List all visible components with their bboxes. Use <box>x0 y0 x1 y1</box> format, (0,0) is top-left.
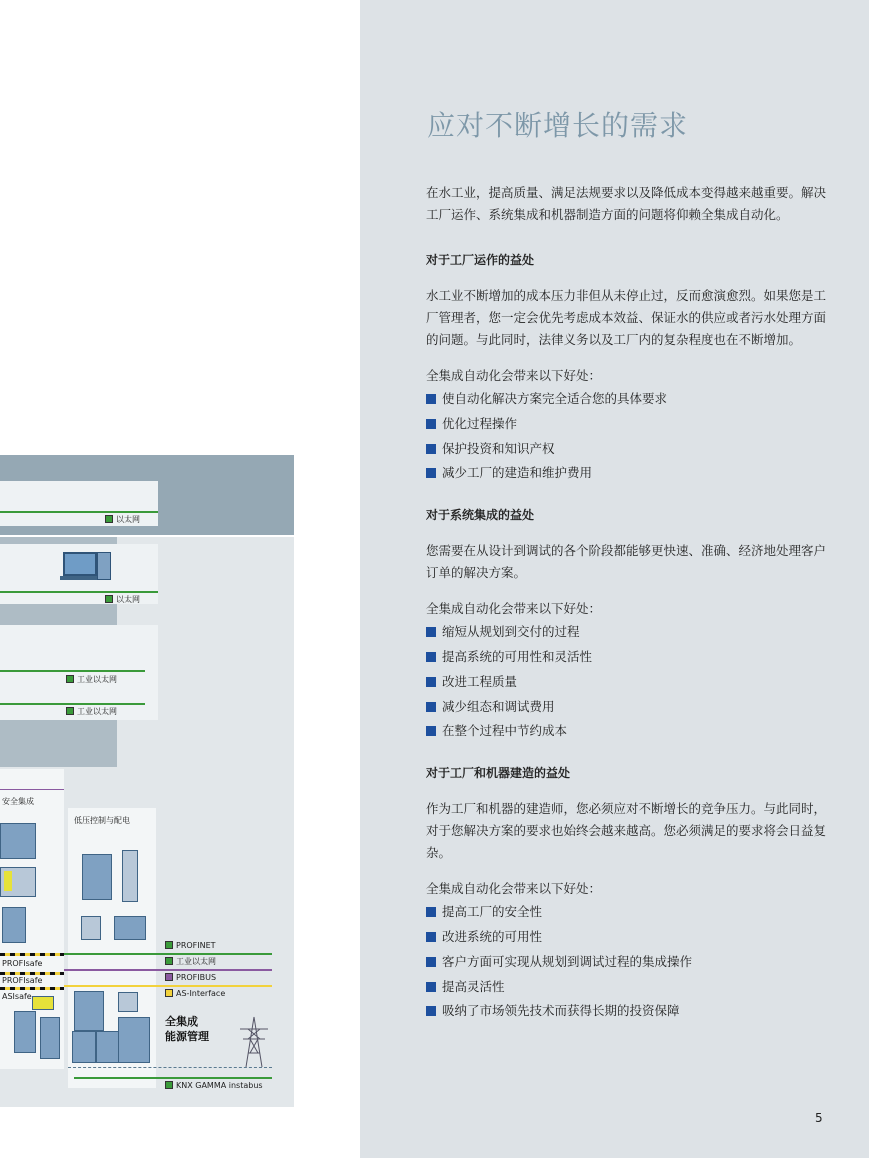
section-lead-system-integration: 全集成自动化会带来以下好处： <box>426 601 602 617</box>
contactor-icon <box>81 916 101 940</box>
workstation-icon <box>63 552 97 576</box>
soft-starter-icon <box>114 916 146 940</box>
list-item: 减少工厂的建造和维护费用 <box>426 461 826 486</box>
benefit-list-system-integration <box>426 620 826 744</box>
panel-icon <box>40 1017 60 1059</box>
meter-icon <box>118 992 138 1012</box>
section-body-system-integration: 您需要在从设计到调试的各个阶段都能够更快速、准确、经济地处理客户订单的解决方案。 <box>426 543 827 581</box>
section-heading-system-integration: 对于系统集成的益处 <box>426 508 535 523</box>
section-heading-plant-operation: 对于工厂运作的益处 <box>426 253 535 267</box>
profisafe-label-1: PROFIsafe <box>2 959 43 968</box>
energy-management-label: 全集成 能源管理 <box>165 1015 209 1043</box>
asisafe-label: ASIsafe <box>2 992 32 1001</box>
page-number: 5 <box>815 1111 823 1125</box>
industrial-ethernet-label-2: 工业以太网 <box>66 706 117 717</box>
text-column <box>426 182 826 1024</box>
ethernet-label-1: 以太网 <box>105 514 140 525</box>
list-item: 客户方面可实现从规划到调试过程的集成操作 <box>426 950 826 975</box>
cabinet-icon-2 <box>96 1031 120 1063</box>
section-body-plant-machine-building: 作为工厂和机器的建造师，您必须应对不断增长的竞争压力。与此同时，对于您解决方案的要求也始终会越来越高。您必须满足的要求将会日益复杂。 <box>426 801 827 861</box>
distribution-board-icon <box>74 991 104 1031</box>
light-curtain-icon <box>32 996 54 1010</box>
list-item: 缩短从规划到交付的过程 <box>426 620 826 645</box>
list-item: 改进工程质量 <box>426 670 826 695</box>
list-item: 优化过程操作 <box>426 412 826 437</box>
section-lead-plant-operation: 全集成自动化会带来以下好处： <box>426 368 602 383</box>
server-icon <box>97 552 111 580</box>
drive-icon <box>14 1011 36 1053</box>
legend-profibus: PROFIBUS <box>165 973 216 982</box>
cabinet-icon-3 <box>118 1017 150 1063</box>
industrial-ethernet-label-1: 工业以太网 <box>66 674 117 685</box>
low-voltage-label: 低压控制与配电 <box>74 816 130 825</box>
ethernet-label-2: 以太网 <box>105 594 140 605</box>
list-item: 保护投资和知识产权 <box>426 437 826 462</box>
plc-rack-icon <box>0 823 36 859</box>
legend-as-interface: AS-Interface <box>165 989 225 998</box>
automation-diagram <box>0 455 294 1107</box>
breaker-icon <box>122 850 138 902</box>
safety-integrated-label: 安全集成 <box>2 797 34 806</box>
safety-plc-icon <box>2 907 26 943</box>
legend-knx: KNX GAMMA instabus <box>165 1081 263 1090</box>
list-item: 使自动化解决方案完全适合您的具体要求 <box>426 387 826 412</box>
legend-profinet: PROFINET <box>165 941 216 950</box>
section-body-plant-operation: 水工业不断增加的成本压力非但从未停止过，反而愈演愈烈。如果您是工厂管理者，您一定会优先考虑成本效益、保证水的供应或者污水处理方面的问题。与此同时，法律义务以及工厂内的复杂程度也在不断增加。 <box>426 288 827 347</box>
legend-industrial-ethernet: 工业以太网 <box>165 956 216 967</box>
power-tower-icon <box>236 1015 272 1069</box>
benefit-list-plant-operation <box>426 387 826 486</box>
profisafe-label-2: PROFIsafe <box>2 976 43 985</box>
list-item: 提高系统的可用性和灵活性 <box>426 645 826 670</box>
benefit-list-plant-machine-building <box>426 900 826 1024</box>
switchgear-cabinet-icon <box>82 854 112 900</box>
list-item: 在整个过程中节约成本 <box>426 719 826 744</box>
list-item: 改进系统的可用性 <box>426 925 826 950</box>
intro-paragraph: 在水工业，提高质量、满足法规要求以及降低成本变得越来越重要。解决工厂运作、系统集成和机器制造方面的问题将仰赖全集成自动化。 <box>426 185 827 222</box>
section-heading-plant-machine-building: 对于工厂和机器建造的益处 <box>426 766 571 781</box>
list-item: 提高工厂的安全性 <box>426 900 826 925</box>
list-item: 提高灵活性 <box>426 975 826 1000</box>
list-item: 减少组态和调试费用 <box>426 695 826 720</box>
page-title: 应对不断增长的需求 <box>427 109 689 142</box>
list-item: 吸纳了市场领先技术而获得长期的投资保障 <box>426 999 826 1024</box>
cabinet-icon-1 <box>72 1031 96 1063</box>
section-lead-plant-machine-building: 全集成自动化会带来以下好处： <box>426 881 602 897</box>
